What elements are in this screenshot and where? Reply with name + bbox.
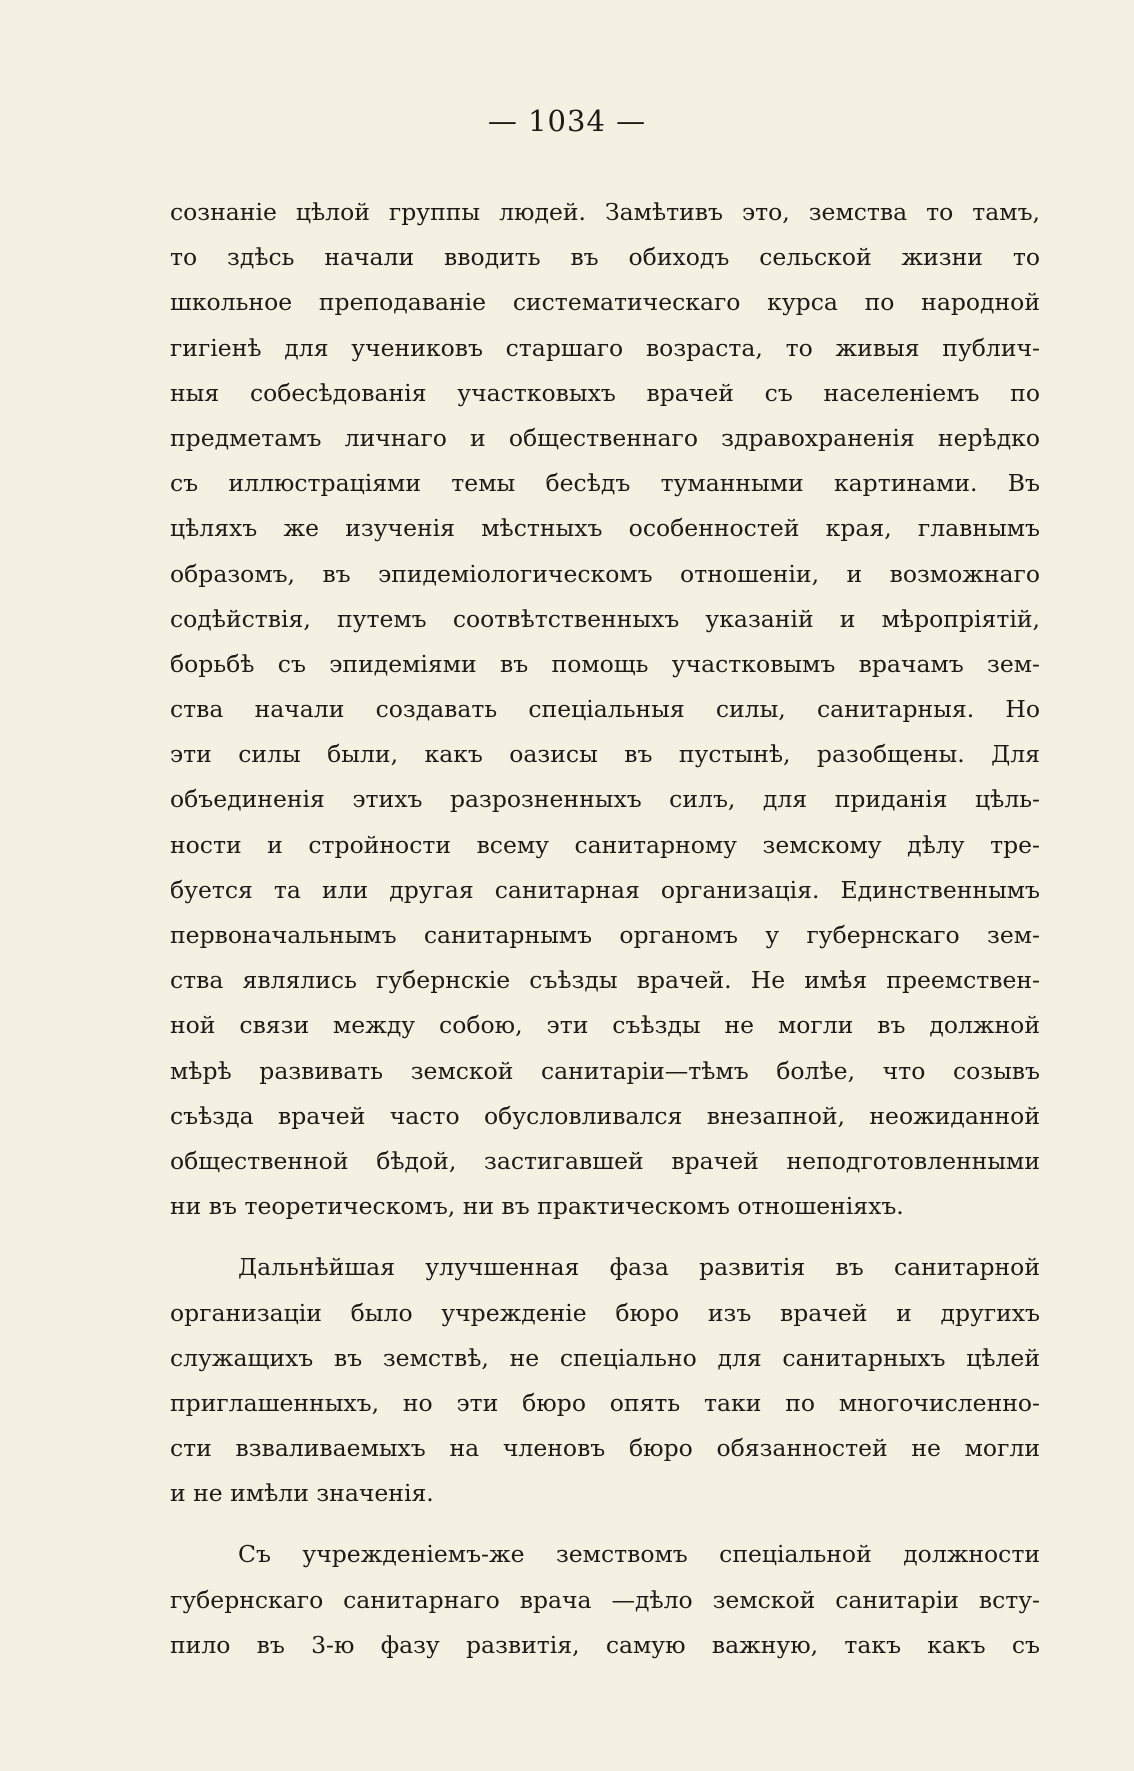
text-line: общественной бѣдой, застигавшей врачей неподготовленными — [170, 1146, 1040, 1175]
text-line: первоначальнымъ санитарнымъ органомъ у губернскаго зем- — [170, 921, 1040, 949]
text-line: ной связи между собою, эти съѣзды не могли въ должной — [170, 1011, 1040, 1040]
text-line: сти взваливаемыхъ на членовъ бюро обязанностей не могли — [170, 1434, 1040, 1463]
text-line: Дальнѣйшая улучшенная фаза развитія въ санитарной — [238, 1253, 1040, 1282]
text-line: губернскаго санитарнаго врача —дѣло земской санитаріи всту- — [170, 1585, 1040, 1614]
text-line: предметамъ личнаго и общественнаго здравохраненія нерѣдко — [170, 423, 1040, 452]
text-line: образомъ, въ эпидеміологическомъ отношеніи, и возможнаго — [170, 559, 1040, 588]
text-line: мѣрѣ развивать земской санитаріи—тѣмъ болѣе, что созывъ — [170, 1056, 1040, 1085]
body-text — [170, 190, 1040, 1668]
text-line: Съ учрежденіемъ-же земствомъ спеціальной должности — [238, 1540, 1040, 1569]
text-line: организаціи было учрежденіе бюро изъ врачей и другихъ — [170, 1298, 1040, 1327]
text-line: эти силы были, какъ оазисы въ пустынѣ, разобщены. Для — [170, 740, 1040, 769]
text-line: то здѣсь начали вводить въ обиходъ сельской жизни то — [170, 243, 1040, 272]
text-line: содѣйствія, путемъ соотвѣтственныхъ указаній и мѣропріятій, — [170, 604, 1040, 633]
text-line: буется та или другая санитарная организація. Единственнымъ — [170, 875, 1040, 904]
text-line: объединенія этихъ разрозненныхъ силъ, для приданія цѣль- — [170, 785, 1040, 814]
paragraph-gap — [170, 1229, 1040, 1245]
text-line: съѣзда врачей часто обусловливался внезапной, неожиданной — [170, 1101, 1040, 1130]
text-line: съ иллюстраціями темы бесѣдъ туманными картинами. Въ — [170, 469, 1040, 498]
text-line: служащихъ въ земствѣ, не спеціально для санитарныхъ цѣлей — [170, 1343, 1040, 1372]
text-line: гигіенѣ для учениковъ старшаго возраста, то живыя публич- — [170, 333, 1040, 362]
text-line: ни въ теоретическомъ, ни въ практическомъ отношеніяхъ. — [170, 1192, 904, 1221]
paragraph-2 — [170, 1245, 1040, 1516]
text-line: ности и стройности всему санитарному земскому дѣлу тре- — [170, 830, 1040, 859]
paragraph-gap — [170, 1516, 1040, 1532]
text-line: ства являлись губернскіе съѣзды врачей. Не имѣя преемствен- — [170, 966, 1040, 995]
paragraph-1 — [170, 190, 1040, 1229]
text-line: сознаніе цѣлой группы людей. Замѣтивъ это, земства то тамъ, — [170, 198, 1040, 226]
text-line: цѣляхъ же изученія мѣстныхъ особенностей края, главнымъ — [170, 514, 1040, 543]
text-line: школьное преподаваніе систематическаго курса по народной — [170, 288, 1040, 317]
text-line: ныя собесѣдованія участковыхъ врачей съ населеніемъ по — [170, 378, 1040, 407]
text-line: и не имѣли значенія. — [170, 1479, 434, 1508]
text-line: приглашенныхъ, но эти бюро опять таки по многочисленно- — [170, 1388, 1040, 1417]
text-line: пило въ 3-ю фазу развитія, самую важную, такъ какъ съ — [170, 1630, 1040, 1659]
page-number: — 1034 — — [487, 104, 647, 138]
paragraph-3 — [170, 1532, 1040, 1668]
text-line: ства начали создавать спеціальныя силы, санитарныя. Но — [170, 695, 1040, 724]
text-line: борьбѣ съ эпидеміями въ помощь участковымъ врачамъ зем- — [170, 649, 1040, 678]
